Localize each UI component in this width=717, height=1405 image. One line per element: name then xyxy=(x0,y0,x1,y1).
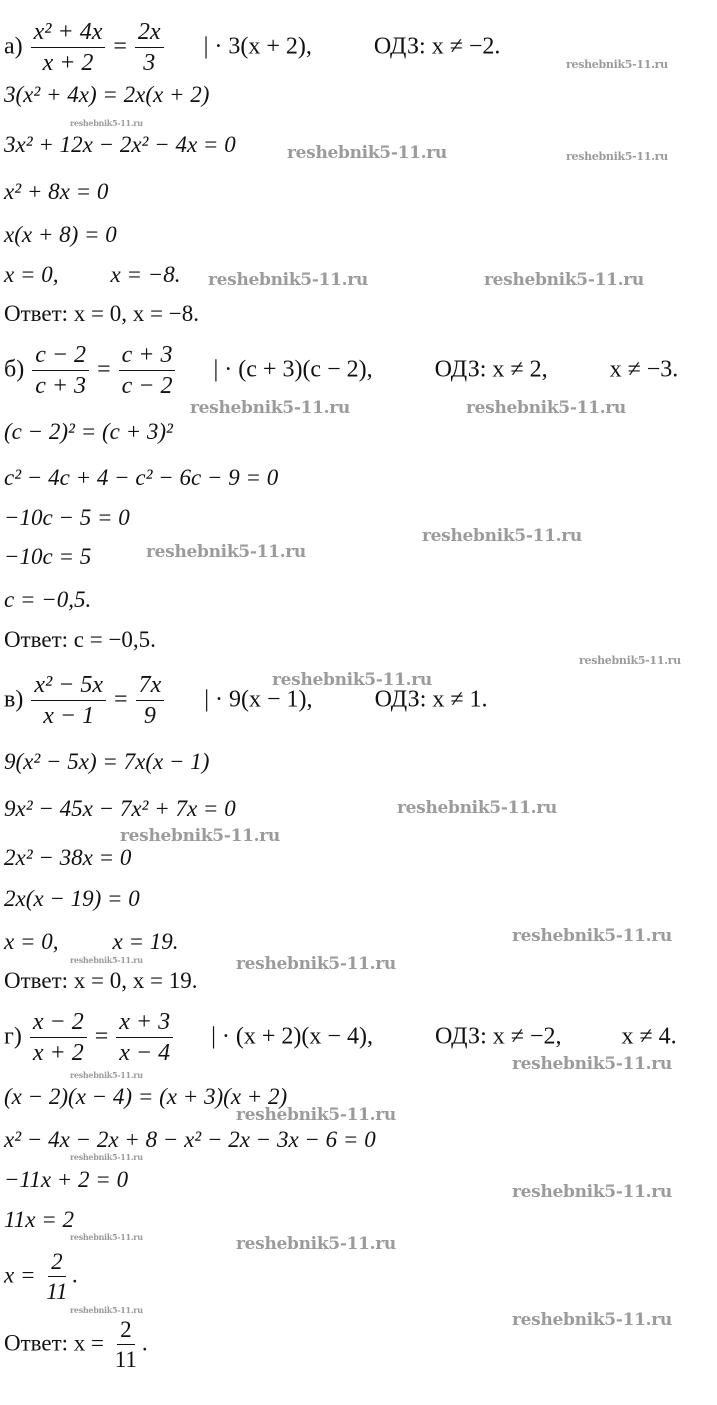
part-v-step-2: 9x² − 45x − 7x² + 7x = 0 xyxy=(4,796,236,821)
watermark: reshebnik5-11.ru xyxy=(512,1054,672,1074)
watermark: reshebnik5-11.ru xyxy=(512,926,672,946)
part-v-label: в) xyxy=(4,686,24,713)
part-a-label: а) xyxy=(4,33,23,60)
watermark: reshebnik5-11.ru xyxy=(70,1232,143,1242)
part-v-step-5: x = 0, x = 19. xyxy=(4,929,179,954)
part-b-step-2: c² − 4c + 4 − c² − 6c − 9 = 0 xyxy=(4,465,279,490)
watermark: reshebnik5-11.ru xyxy=(466,398,626,418)
part-g-step-3: −11x + 2 = 0 xyxy=(4,1167,129,1192)
part-b-fraction-right: $\frac{c + 3}{c - 2}$ xyxy=(119,343,176,399)
part-g-step-4: 11x = 2 xyxy=(4,1207,75,1232)
part-a-step-5: x = 0, x = −8. xyxy=(4,262,181,287)
part-g-domain-2: x ≠ 4. xyxy=(621,1023,677,1050)
part-g-equation: г) $\frac{x - 2}{x + 2}$ = $\frac{x + 3}{x - 4}$ | · (x + 2)(x − 4), ОДЗ: x ≠ −2, x ≠ 4. xyxy=(4,1009,677,1067)
watermark: reshebnik5-11.ru xyxy=(70,1070,143,1080)
part-a-fraction-left: $\frac{\text{x² + 4x}}{x + 2}$ xyxy=(31,20,106,76)
part-v-fraction-right: $\frac{7x}{9}$ xyxy=(136,673,165,729)
part-b-equation: б) $\frac{c - 2}{c + 3}$ = $\frac{c + 3}{c - 2}$ | · (c + 3)(c − 2), ОДЗ: x ≠ 2, x ≠ −3. xyxy=(4,342,679,400)
watermark: reshebnik5-11.ru xyxy=(579,654,681,667)
part-v-equation: в) $\frac{\text{x² − 5x}}{x - 1}$ = $\frac{7x}{9}$ | · 9(x − 1), ОДЗ: x ≠ 1. xyxy=(4,672,488,730)
part-b-domain: ОДЗ: x ≠ 2, xyxy=(434,356,548,383)
part-a-step-1: 3(x² + 4x) = 2x(x + 2) xyxy=(4,82,210,107)
part-g-step-5: x = $\frac{2}{11}$ . xyxy=(4,1249,79,1305)
watermark: reshebnik5-11.ru xyxy=(70,118,143,128)
part-a-step-2: 3x² + 12x − 2x² − 4x = 0 xyxy=(4,132,236,157)
watermark: reshebnik5-11.ru xyxy=(512,1310,672,1330)
part-g-result-fraction: $\frac{2}{11}$ xyxy=(46,1249,68,1305)
part-v-step-1: 9(x² − 5x) = 7x(x − 1) xyxy=(4,749,210,774)
part-a-domain: ОДЗ: x ≠ −2. xyxy=(373,33,501,60)
part-g-multiplier: | · (x + 2)(x − 4), xyxy=(211,1023,373,1050)
part-a-step-4: x(x + 8) = 0 xyxy=(4,222,117,247)
watermark: reshebnik5-11.ru xyxy=(120,826,280,846)
part-g-answer-fraction: $\frac{2}{11}$ xyxy=(114,1317,137,1373)
part-a-fraction-right: $\frac{2x}{3}$ xyxy=(135,20,164,76)
watermark: reshebnik5-11.ru xyxy=(287,143,447,163)
part-g-step-2: x² − 4x − 2x + 8 − x² − 2x − 3x − 6 = 0 xyxy=(4,1127,376,1152)
watermark: reshebnik5-11.ru xyxy=(397,798,557,818)
part-b-step-4: −10c = 5 xyxy=(4,544,92,569)
part-g-domain: ОДЗ: x ≠ −2, xyxy=(434,1023,562,1050)
watermark: reshebnik5-11.ru xyxy=(566,58,668,71)
part-v-multiplier: | · 9(x − 1), xyxy=(204,686,313,713)
watermark: reshebnik5-11.ru xyxy=(236,1105,396,1125)
part-g-step-1: (x − 2)(x − 4) = (x + 3)(x + 2) xyxy=(4,1084,288,1109)
watermark: reshebnik5-11.ru xyxy=(512,1182,672,1202)
watermark: reshebnik5-11.ru xyxy=(272,670,432,690)
part-b-step-1: (c − 2)² = (c + 3)² xyxy=(4,419,173,444)
part-v-domain: ОДЗ: x ≠ 1. xyxy=(374,686,488,713)
part-b-fraction-left: $\frac{c - 2}{c + 3}$ xyxy=(32,343,89,399)
watermark: reshebnik5-11.ru xyxy=(70,1152,143,1162)
part-g-fraction-right: $\frac{x + 3}{x - 4}$ xyxy=(116,1010,173,1066)
watermark: reshebnik5-11.ru xyxy=(422,526,582,546)
part-a-step-3: x² + 8x = 0 xyxy=(4,179,109,204)
part-v-fraction-left: $\frac{\text{x² − 5x}}{x - 1}$ xyxy=(31,673,106,729)
part-b-label: б) xyxy=(4,356,25,383)
watermark: reshebnik5-11.ru xyxy=(70,955,143,965)
part-b-answer: Ответ: c = −0,5. xyxy=(4,627,156,652)
part-b-step-5: c = −0,5. xyxy=(4,587,92,612)
watermark: reshebnik5-11.ru xyxy=(236,954,396,974)
part-g-fraction-left: $\frac{x - 2}{x + 2}$ xyxy=(30,1010,87,1066)
watermark: reshebnik5-11.ru xyxy=(566,150,668,163)
watermark: reshebnik5-11.ru xyxy=(190,398,350,418)
part-b-domain-2: x ≠ −3. xyxy=(609,356,679,383)
part-a-answer: Ответ: x = 0, x = −8. xyxy=(4,301,199,326)
part-g-answer: Ответ: x = $\frac{2}{11}$ . xyxy=(4,1317,148,1373)
watermark: reshebnik5-11.ru xyxy=(236,1234,396,1254)
watermark: reshebnik5-11.ru xyxy=(70,1305,143,1315)
part-a-equation: а) $\frac{\text{x² + 4x}}{x + 2}$ = $\frac{2x}{3}$ | · 3(x + 2), ОДЗ: x ≠ −2. xyxy=(4,19,501,77)
part-b-step-3: −10c − 5 = 0 xyxy=(4,505,130,530)
part-a-multiplier: | · 3(x + 2), xyxy=(203,33,312,60)
watermark: reshebnik5-11.ru xyxy=(208,270,368,290)
part-g-label: г) xyxy=(4,1023,22,1050)
watermark: reshebnik5-11.ru xyxy=(484,270,644,290)
watermark: reshebnik5-11.ru xyxy=(146,542,306,562)
part-v-step-4: 2x(x − 19) = 0 xyxy=(4,886,140,911)
part-v-answer: Ответ: x = 0, x = 19. xyxy=(4,968,198,993)
part-v-step-3: 2x² − 38x = 0 xyxy=(4,845,132,870)
part-b-multiplier: | · (c + 3)(c − 2), xyxy=(213,356,373,383)
